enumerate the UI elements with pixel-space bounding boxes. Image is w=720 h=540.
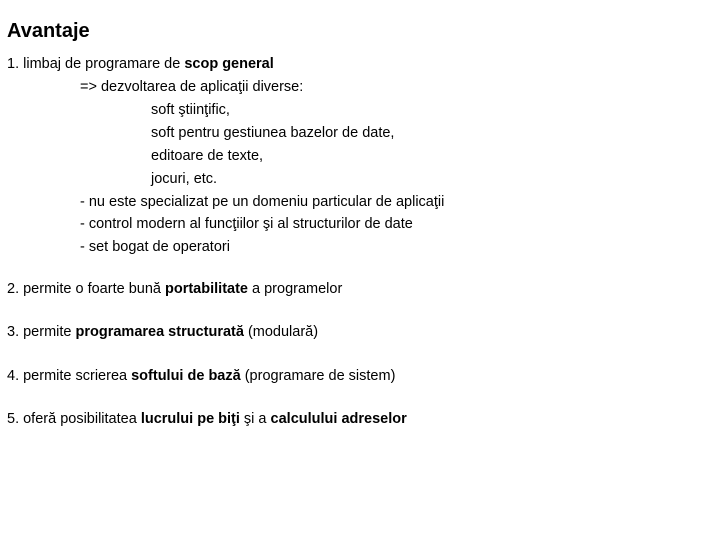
item-2-bold: portabilitate — [165, 281, 248, 297]
item-3-post: (modulară) — [243, 324, 319, 340]
item-5-line — [7, 409, 407, 429]
note-3: - set bogat de operatori — [80, 239, 230, 255]
note-2: - control modern al funcţiilor şi al structurilor de date — [80, 216, 413, 232]
item-1-text: 1. limbaj de programare de — [7, 56, 185, 72]
item-1-bold: scop general — [184, 56, 274, 72]
item-4-text: 4. permite scrierea — [7, 368, 132, 384]
note-1: - nu este specializat pe un domeniu particular de aplicaţii — [80, 194, 445, 210]
item-4-post: (programare de sistem) — [240, 368, 396, 384]
item-5-bold-1: lucrului pe biţi — [140, 411, 240, 427]
item-5-mid: şi a — [239, 411, 271, 427]
item-4-line — [7, 366, 395, 386]
item-1-line — [7, 54, 274, 74]
item-5-bold-2: calculului adreselor — [270, 411, 407, 427]
example-3: editoare de texte, — [151, 148, 264, 164]
item-3-line — [7, 322, 318, 342]
item-2-line — [7, 279, 342, 299]
item-3-text: 3. permite — [7, 324, 76, 340]
item-3-bold: programarea structurată — [75, 324, 244, 340]
example-4: jocuri, etc. — [151, 171, 218, 187]
item-2-post: a programelor — [247, 281, 343, 297]
item-1-arrow: => dezvoltarea de aplicaţii diverse: — [80, 79, 304, 95]
example-2: soft pentru gestiunea bazelor de date, — [151, 125, 395, 141]
item-5-text: 5. oferă posibilitatea — [7, 411, 141, 427]
page-title: Avantaje — [7, 20, 90, 42]
example-1: soft ştiinţific, — [151, 102, 230, 118]
item-4-bold: softului de bază — [131, 368, 241, 384]
item-2-text: 2. permite o foarte bună — [7, 281, 165, 297]
